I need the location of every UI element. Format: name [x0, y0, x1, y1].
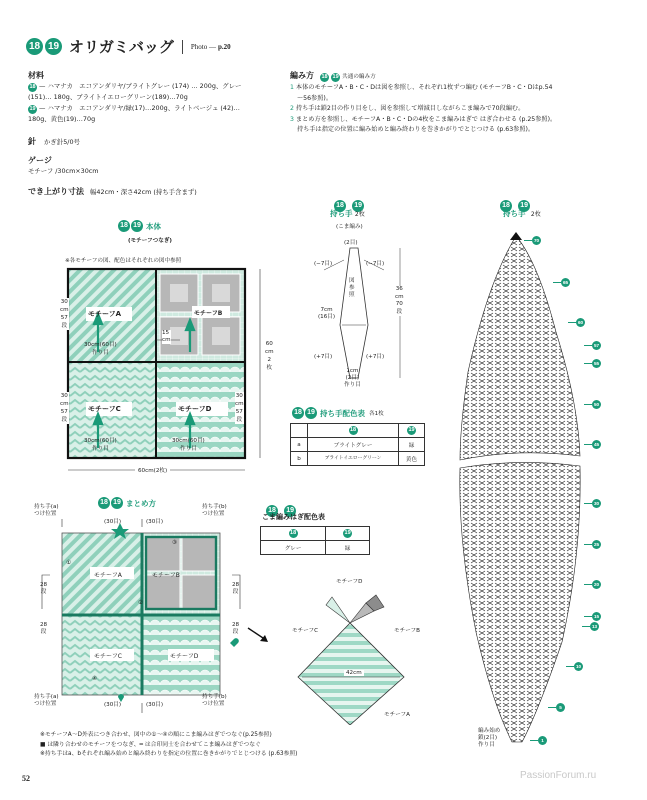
handle-minus-left: (−7目): [314, 261, 333, 267]
size-c-label: [84, 436, 117, 452]
finished-heading: でき上がり寸法: [28, 187, 84, 196]
motif-c-label: モチーフC: [88, 405, 121, 413]
motif-d-label: モチーフD: [178, 405, 212, 413]
step-text: 本体のモチーフA・B・C・Dは図を参照し、それぞれ1枚ずつ編む (モチーフB・C・Dはp.54: [295, 84, 553, 91]
rows28-unit: 段: [40, 589, 47, 595]
bottom-stitches: (2目): [345, 375, 360, 381]
side-rows: 57: [60, 409, 68, 415]
table-cell: a: [291, 438, 308, 452]
table-header: [261, 527, 370, 541]
handle-color-title-text: 持ち手配色表: [320, 408, 365, 418]
size-d: 30cm(60目): [172, 438, 205, 444]
badge-18: 18: [292, 407, 304, 419]
side-d-label: [235, 392, 244, 424]
handle-a-bottom: [34, 694, 59, 708]
length-rows-unit: 段: [396, 308, 403, 315]
finished-text: 幅42cm・深さ42cm (持ち手含まず): [90, 188, 197, 196]
badge-19: 19: [111, 497, 123, 509]
rows30-bottom-left: (30目): [104, 702, 122, 708]
rows30-bottom-right: (30目): [146, 702, 164, 708]
materials-18-line1: — ハマナカ エコアンダリヤ/ブライトグレー (174) … 200g、グレー: [39, 82, 242, 90]
row-marker: [568, 318, 585, 327]
start-chain: 鎖(2目): [478, 735, 498, 741]
table-cell: 黄色: [399, 452, 425, 466]
badge-18: 18: [29, 84, 36, 90]
table-row: [291, 438, 425, 452]
handle-count: 2枚: [354, 211, 365, 218]
b-inner-label: [162, 330, 171, 344]
motif-a-label: モチーフA: [88, 310, 122, 318]
step-text: 持ち手は指定の位置に編み始めと編み終わりを巻きかがりでとじつける (p.63参照)。: [297, 126, 535, 133]
rows28-left-bottom: [40, 622, 47, 636]
table-cell: [261, 527, 326, 541]
materials-19-line2: 180g、黄色(19)…70g: [28, 115, 96, 123]
bag-motif-d: モチーフD: [336, 579, 363, 585]
circle-4: ④: [92, 676, 98, 682]
made-label: 作り目: [91, 446, 109, 452]
step-number: 2: [290, 105, 294, 112]
size-d-label: [172, 436, 205, 452]
side-value: 30: [60, 393, 68, 399]
side-value: 30: [235, 393, 243, 399]
rows28-right-bottom: [232, 622, 239, 636]
table-cell: ブライトグレー: [308, 438, 399, 452]
row-marker: [530, 736, 547, 745]
badge-19: 19: [352, 200, 364, 212]
side-unit: cm: [235, 401, 244, 407]
badge-19: 19: [131, 220, 143, 232]
made-label: 作り目: [91, 350, 109, 356]
page-title: オリガミバッグ: [69, 38, 174, 56]
row-marker: [584, 440, 601, 449]
assembly-motif-b: モチーフB: [152, 572, 180, 579]
row-label: 10: [575, 664, 582, 669]
row-label: 30: [593, 501, 600, 506]
circle-1: ①: [66, 560, 72, 566]
handle-color-count: 各1枚: [369, 411, 384, 417]
rows28-value: 28: [40, 582, 48, 588]
row-label: 45: [593, 442, 600, 447]
row-label: 70: [533, 238, 540, 243]
row-marker: [584, 400, 601, 409]
footnote: ※持ち手はa、bそれぞれ編み始めと編み終わりを指定の位置に巻きかがりでとじつける (p.63参照): [40, 751, 298, 757]
handle-color-table: [290, 423, 425, 466]
height-value: 60: [265, 341, 273, 347]
handle-sub: (こま編み): [336, 224, 363, 230]
b-inner-unit: cm: [162, 337, 171, 343]
handle-top: (2目): [344, 240, 358, 246]
handle-b-label: 持ち手(b): [202, 694, 227, 700]
table-cell: ブライトイエローグリーン: [308, 452, 399, 466]
handle-a-label: 持ち手(a): [34, 694, 59, 700]
finished-section: [28, 186, 197, 198]
rows28-unit: 段: [232, 589, 239, 595]
chart-start-note: [478, 728, 500, 749]
gauge-heading: ゲージ: [28, 156, 52, 165]
size-a: 30cm(60目): [84, 342, 117, 348]
number-badge-19: 19: [45, 38, 62, 55]
table-cell: グレー: [261, 541, 326, 555]
next-arrow: [246, 625, 272, 645]
size-c: 30cm(60目): [84, 438, 117, 444]
row-marker: [584, 499, 601, 508]
table-row: [261, 541, 370, 555]
bag-motif-b: モチーフB: [394, 628, 420, 634]
table-cell: [399, 424, 425, 438]
rows28-unit: 段: [40, 629, 47, 635]
center-char: 照: [349, 292, 355, 298]
bag-illustration: [292, 585, 437, 725]
handle-length: [395, 286, 404, 316]
row-marker: [548, 703, 565, 712]
table-row: [291, 452, 425, 466]
handle-b-bottom: [202, 694, 227, 708]
row-marker: [584, 580, 601, 589]
footnotes: [40, 731, 297, 760]
table-cell: 緑: [399, 438, 425, 452]
badge-19: 19: [29, 106, 36, 112]
height-count: 2: [267, 357, 272, 363]
needle-text: かぎ針5/0号: [44, 138, 80, 146]
table-cell: [291, 424, 308, 438]
side-rows-unit: 段: [61, 323, 68, 329]
method-common: 共通の編み方: [342, 74, 376, 80]
side-c-label: [60, 392, 69, 424]
badge-18: 18: [321, 74, 328, 80]
page-header: [26, 36, 231, 57]
bag-motif-a: モチーフA: [384, 712, 410, 718]
side-unit: cm: [60, 307, 69, 313]
body-diagram-title: [118, 220, 161, 232]
step-text: 〜56参照)。: [297, 94, 333, 102]
handle-side-rows: (16目): [318, 314, 336, 320]
row-marker: [584, 341, 601, 350]
row-label: 5: [556, 703, 565, 712]
materials-18-line2: (151)… 180g、ブライトイエローグリーン(189)…70g: [28, 93, 188, 101]
row-marker: [553, 278, 570, 287]
side-rows-unit: 段: [236, 417, 243, 423]
width-label: 60cm(2枚): [135, 466, 170, 474]
side-unit: cm: [60, 401, 69, 407]
row-marker: [524, 236, 541, 245]
side-a-label: [60, 298, 69, 330]
made-label: 作り目: [179, 446, 197, 452]
materials-section: [28, 70, 293, 125]
watermark: PassionForum.ru: [520, 770, 597, 781]
handle-b-label: 持ち手(b): [202, 504, 227, 510]
chart-title: 持ち手: [503, 209, 526, 218]
start-made: 作り目: [478, 742, 495, 748]
row-label: 1: [538, 736, 547, 745]
chart-count: 2枚: [530, 211, 541, 218]
attach-label: つけ位置: [34, 701, 57, 707]
badge-19: 19: [332, 74, 339, 80]
length-value: 36: [395, 286, 403, 292]
method-section: [290, 70, 620, 136]
badge-19: 19: [344, 530, 351, 536]
body-note: ※各モチーフの図、配色はそれぞれの図中参照: [65, 258, 182, 264]
rows30-top-left: (30目): [104, 519, 122, 525]
gauge-section: [28, 155, 99, 177]
handle-a-label: 持ち手(a): [34, 504, 59, 510]
rows28-right-top: [232, 582, 239, 596]
chart-title-row: [503, 208, 541, 219]
rows28-left-top: [40, 582, 47, 596]
side-rows-unit: 段: [61, 417, 68, 423]
materials-19-line1: — ハマナカ エコアンダリヤ/緑(17)…200g、ライトベージュ (42)…: [39, 104, 240, 112]
join-title: こま編みはぎ配色表: [262, 513, 325, 521]
table-cell: [326, 527, 370, 541]
needle-section: [28, 136, 80, 148]
rows28-value: 28: [232, 622, 240, 628]
side-value: 30: [60, 299, 68, 305]
row-marker: [584, 540, 601, 549]
assembly-title: [98, 497, 156, 509]
table-cell: 緑: [326, 541, 370, 555]
materials-heading: 材料: [28, 71, 44, 80]
table-cell: b: [291, 452, 308, 466]
attach-label: つけ位置: [202, 701, 225, 707]
handle-side: [318, 307, 335, 321]
photo-page: p.20: [217, 42, 231, 51]
title-divider: [182, 40, 183, 54]
handle-b-top: [202, 504, 227, 518]
page-number: 52: [22, 774, 30, 783]
stitch-chart: [438, 222, 613, 752]
assembly-motif-a: モチーフA: [94, 572, 122, 579]
height-label: [265, 340, 274, 372]
row-label: 65: [562, 280, 569, 285]
handle-plus-left: (+7目): [314, 354, 333, 360]
row-label: 55: [593, 361, 600, 366]
bag-width: 42cm: [346, 670, 362, 676]
length-unit: cm: [395, 293, 404, 300]
length-rows: 70: [395, 301, 403, 307]
center-char: 図: [349, 278, 355, 284]
rows28-value: 28: [232, 582, 240, 588]
row-label: 15: [593, 614, 600, 619]
number-badge-18: 18: [26, 38, 43, 55]
assembly-motif-c: モチーフC: [94, 653, 122, 660]
circle-2: ②: [138, 600, 144, 606]
assembly-title-text: まとめ方: [126, 498, 156, 508]
row-label: 20: [593, 582, 600, 587]
handle-side-cm: 7cm: [320, 307, 333, 313]
table-header: [291, 424, 425, 438]
handle-title: 持ち手: [330, 209, 353, 218]
assembly-motif-d: モチーフD: [170, 653, 199, 660]
side-rows: 57: [60, 315, 68, 321]
circle-3: ③: [172, 540, 178, 546]
row-label: 50: [593, 402, 600, 407]
badge-19: 19: [408, 427, 415, 433]
handle-plus-right: (+7目): [366, 354, 385, 360]
badge-19: 19: [518, 200, 530, 212]
body-diagram: [40, 262, 290, 490]
bottom-cm: 1cm: [346, 368, 359, 374]
start-label: 編み始め: [478, 728, 501, 734]
badge-18: 18: [334, 200, 346, 212]
b-inner-value: 15: [162, 330, 170, 336]
row-label: 60: [577, 320, 584, 325]
method-heading: 編み方: [290, 71, 314, 80]
badge-18: 18: [266, 505, 278, 517]
attach-label: つけ位置: [34, 511, 57, 517]
badge-18: 18: [349, 427, 357, 433]
body-title: 本体: [146, 221, 161, 231]
height-count-unit: 枚: [266, 365, 273, 371]
join-color-table: [260, 526, 370, 555]
row-marker: [584, 612, 601, 621]
handle-color-title: [292, 407, 384, 419]
row-marker: [584, 359, 601, 368]
needle-heading: 針: [28, 137, 36, 146]
badge-18: 18: [98, 497, 110, 509]
badge-19: 19: [284, 505, 296, 517]
bottom-made: 作り目: [344, 382, 361, 388]
gauge-text: モチーフ /30cm×30cm: [28, 167, 99, 175]
photo-label: Photo —: [190, 42, 216, 51]
rows30-top-right: (30目): [146, 519, 164, 525]
badge-18: 18: [118, 220, 130, 232]
rows28-value: 28: [40, 622, 48, 628]
table-cell: [308, 424, 399, 438]
step-number: 3: [290, 115, 294, 123]
bag-motif-c: モチーフC: [292, 628, 319, 634]
step-text: 持ち手は鎖2目の作り目をし、図を参照して増減目しながらこま編みで70段編む。: [295, 105, 525, 112]
handle-a-top: [34, 504, 59, 518]
body-subtitle: (モチーフつなぎ): [128, 238, 172, 244]
center-char: 参: [349, 285, 355, 291]
row-marker: [566, 662, 583, 671]
height-unit: cm: [265, 349, 274, 355]
handle-title-row: [330, 208, 365, 219]
footnote: ※モチーフA〜D外表につき合わせ、図中の①〜④の順にこま編みはぎでつなぐ(p.25参照): [40, 732, 272, 738]
side-rows: 57: [235, 409, 243, 415]
row-label: 13: [591, 624, 598, 629]
handle-center-note: [349, 278, 355, 299]
row-label: 57: [593, 343, 600, 348]
motif-b-label: モチーフB: [194, 310, 223, 317]
step-number: 1: [290, 84, 294, 91]
rows28-unit: 段: [232, 629, 239, 635]
badge-18: 18: [290, 530, 297, 536]
attach-label: つけ位置: [202, 511, 225, 517]
handle-minus-right: (−7目): [366, 261, 385, 267]
badge-19: 19: [305, 407, 317, 419]
row-marker: [582, 622, 599, 631]
badge-18: 18: [500, 200, 512, 212]
size-a-label: [84, 340, 117, 356]
row-label: 25: [593, 542, 600, 547]
handle-bottom: [344, 368, 361, 389]
step-text: まとめ方を参照し、モチーフA・B・C・Dの4枚をこま編みはぎで はぎ合わせる (p.25参照)。: [295, 115, 557, 123]
footnote: ■ は隣り合わせのモチーフをつなぎ、━ は合印同士を合わせてこま編みはぎでつなぐ: [40, 741, 261, 748]
